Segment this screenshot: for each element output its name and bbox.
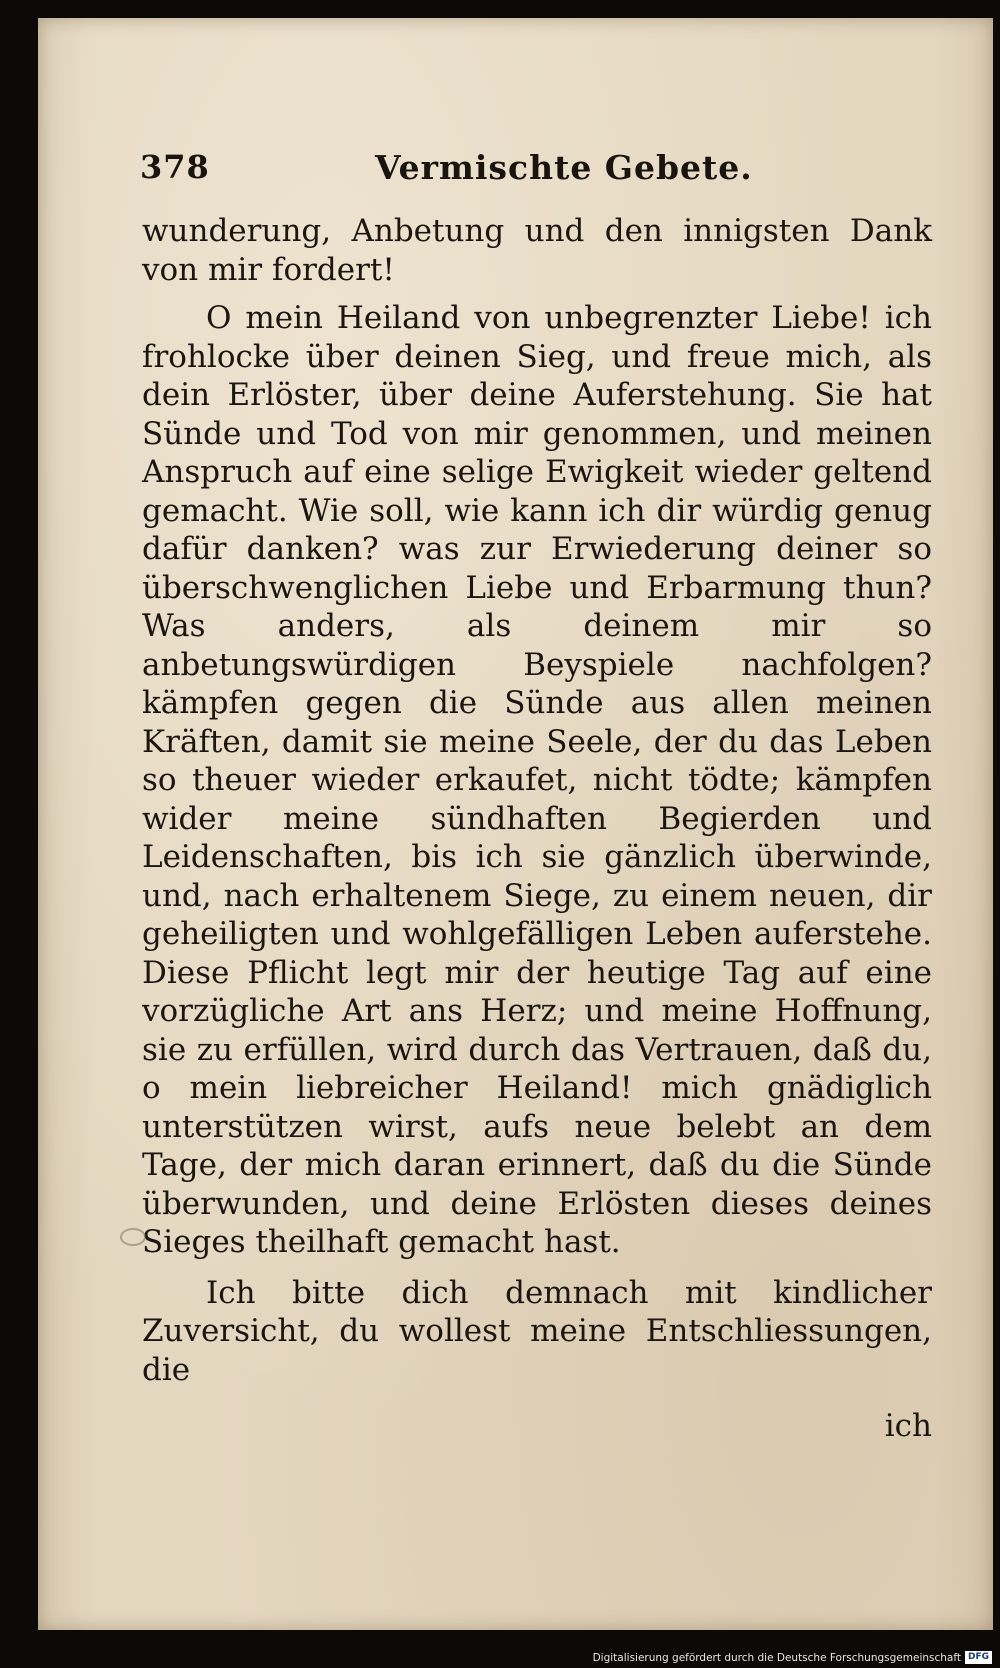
body-text: [142, 212, 932, 1389]
dfg-logo-icon: DFG: [965, 1651, 992, 1664]
digitization-credit: [593, 1651, 992, 1664]
credit-text: Digitalisierung gefördert durch die Deutsche Forschungsgemeinschaft: [592, 1651, 961, 1664]
paragraph-prayer: O mein Heiland von unbegrenzter Liebe! ich frohlocke über deinen Sieg, und freue mich, als dein Erlöster, über deine Auferstehung. Sie hat Sünde und Tod von mir genommen, und meinen Anspruch auf eine selige Ewigkeit wieder geltend gemacht. Wie soll, wie kann ich dir würdig genug dafür danken? was zur Erwiederung deiner so überschwenglichen Liebe und Erbarmung thun? Was anders, als deinem mir so anbetungswürdigen Beyspiele nachfolgen? kämpfen gegen die Sünde aus allen meinen Kräften, damit sie meine Seele, der du das Leben so theuer wieder erkaufet, nicht tödte; kämpfen wider meine sündhaften Begierden und Leidenschaften, bis ich sie gänzlich überwinde, und, nach erhaltenem Siege, zu einem neuen, dir geheiligten und wohlgefälligen Leben auferstehe. Diese Pflicht legt mir der heutige Tag auf eine vorzügliche Art ans Herz; und meine Hoffnung, sie zu erfüllen, wird durch das Vertrauen, daß du, o mein liebreicher Heiland! mich gnädiglich unterstützen wirst, aufs neue belebt an dem Tage, der mich daran erinnert, daß du die Sünde überwunden, und deine Erlösten dieses deines Sieges theilhaft gemacht hast.: [142, 300, 932, 1260]
paragraph-petition: Ich bitte dich demnach mit kindlicher Zuversicht, du wollest meine Entschliessungen, die: [142, 1274, 932, 1388]
page-number: 378: [140, 148, 210, 186]
catchword: ich: [884, 1408, 932, 1444]
running-title: Vermischte Gebete.: [375, 148, 753, 187]
paragraph-continuation: wunderung, Anbetung und den innigsten Dank von mir fordert!: [142, 213, 932, 288]
paper-stain: [120, 1228, 146, 1246]
page-header: [140, 148, 940, 198]
